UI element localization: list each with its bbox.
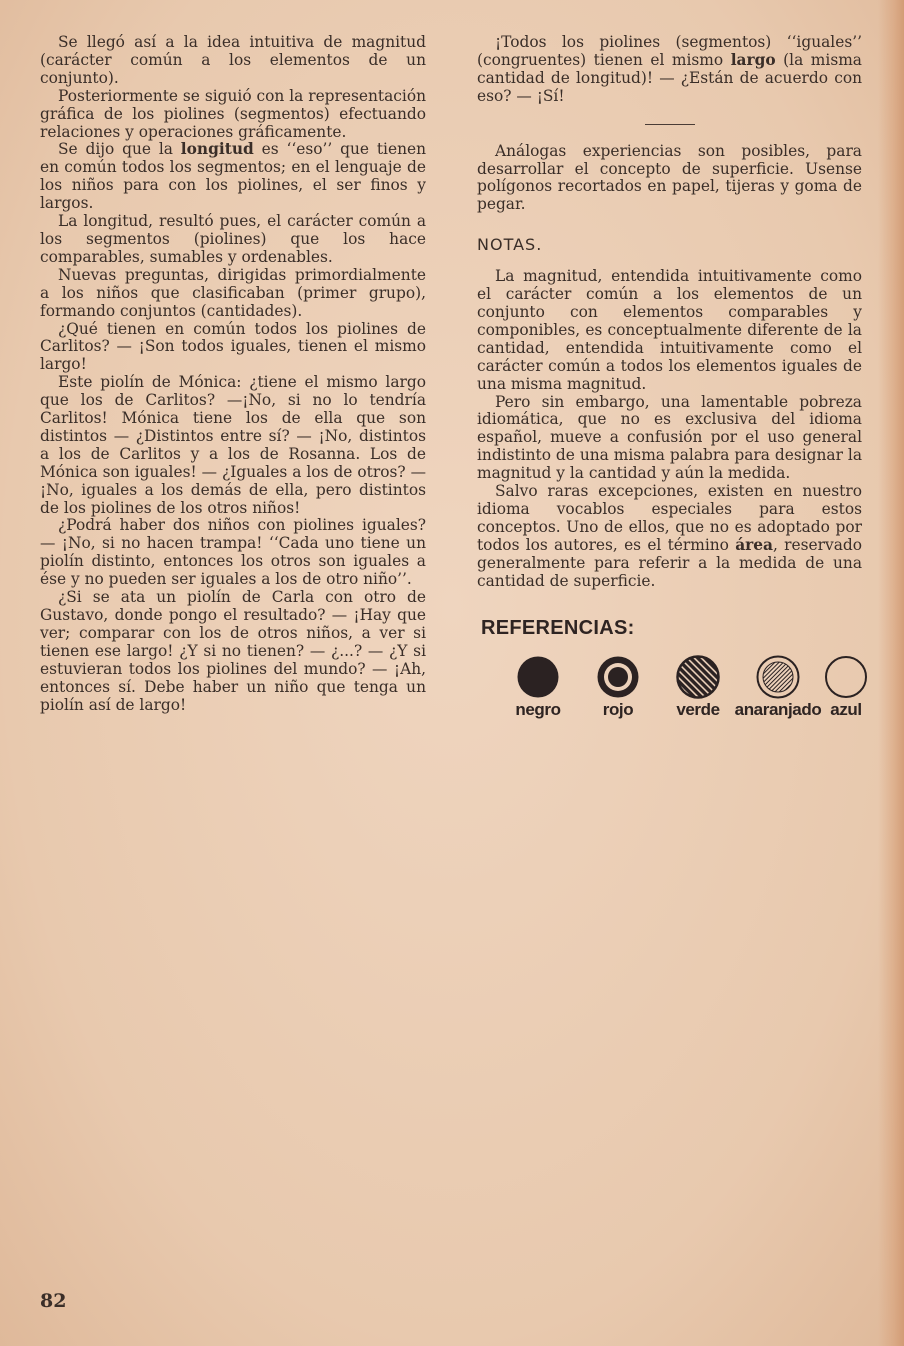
paragraph: ¿Podrá haber dos niños con piolines iguales? — ¡No, si no hacen trampa! ‘‘Cada uno tiene un piolín distinto, entonces los otros son iguales a ése y no pueden ser iguales a los de otro niño’’. — [40, 516, 426, 589]
paragraph: Este piolín de Mónica: ¿tiene el mismo largo que los de Carlitos? —¡No, si no lo tendría Carlitos! Mónica tiene los de ella que son distintos — ¿Distintos entre sí? — ¡No, distintos a los de Carlitos y a los de Rosanna. Los de Mónica son iguales! — ¿Iguales a los de otros? —¡No, iguales a los demás de ella, pero distintos de los piolines de los otros niños! — [40, 373, 426, 517]
paragraph: La magnitud, entendida intuitivamente como el carácter común a los elementos de un conjunto con elementos comparables y componibles, es conceptualmente diferente de la cantidad, entendida intuitivamente como el carácter común a todos los elementos iguales de una misma magnitud. — [477, 267, 862, 393]
swatch-label: azul — [830, 700, 862, 719]
left-column — [40, 34, 426, 714]
paragraph: ¿Qué tienen en común todos los piolines de Carlitos? — ¡Son todos iguales, tienen el mismo largo! — [40, 319, 426, 374]
color-swatches — [481, 655, 881, 735]
swatch-rojo — [573, 655, 663, 720]
outline-circle-icon — [824, 655, 868, 699]
ring-circle-icon — [596, 655, 640, 699]
swatch-label: rojo — [602, 700, 634, 719]
bold-term: longitud — [180, 140, 254, 159]
swatch-azul — [801, 655, 891, 720]
swatch-negro — [493, 655, 583, 720]
paragraph-intro: ¡Todos los piolines (segmentos) ‘‘iguales’’ (congruentes) tienen el mismo largo (la misma cantidad de longitud)! — ¿Están de acuerdo con eso? — ¡Sí! — [477, 33, 862, 105]
paragraph-area: Salvo raras excepciones, existen en nuestro idioma vocablos especiales para estos conceptos. Uno de ellos, que no es adoptado por todos los autores, es el término área, reservado generalmente para referir a la medida de una cantidad de superficie. — [477, 482, 862, 590]
paragraph-analogas: Análogas experiencias son posibles, para desarrollar el concepto de superficie. Usense polígonos recortados en papel, tijeras y goma de pegar. — [477, 141, 862, 214]
page-number: 82 — [40, 1290, 67, 1312]
paragraph: Posteriormente se siguió con la representación gráfica de los piolines (segmentos) efectuando relaciones y operaciones gráficamente. — [40, 86, 426, 141]
crosshatch-circle-icon — [756, 655, 800, 699]
references-legend — [481, 617, 881, 719]
hatched-circle-icon — [676, 655, 720, 699]
paragraph: Se llegó así a la idea intuitiva de magnitud (carácter común a los elementos de un conjunto). — [40, 33, 426, 87]
paragraph: La longitud, resultó pues, el carácter común a los segmentos (piolines) que los hace comparables, sumables y ordenables. — [40, 212, 426, 266]
bold-term: área — [735, 535, 774, 554]
notas-heading: NOTAS. — [477, 235, 543, 255]
solid-circle-icon — [516, 655, 560, 699]
paragraph-longitud: Se dijo que la longitud es ‘‘eso’’ que tienen en común todos los segmentos; en el lenguaje de los niños para con los piolines, el ser finos y largos. — [40, 140, 426, 213]
paragraph: Pero sin embargo, una lamentable pobreza idiomática, que no es exclusiva del idioma español, mueve a confusión por el uso general indistinto de una misma palabra para designar la magnitud y la cantidad y aún la medida. — [477, 392, 862, 483]
swatch-label: anaranjado — [734, 700, 822, 719]
paragraph: Nuevas preguntas, dirigidas primordialmente a los niños que clasificaban (primer grupo), formando conjuntos (cantidades). — [40, 265, 426, 320]
section-divider — [645, 124, 695, 125]
right-column — [477, 34, 862, 590]
bold-term: largo — [730, 50, 776, 69]
paragraph: ¿Si se ata un piolín de Carla con otro de Gustavo, donde pongo el resultado? — ¡Hay que ver; comparar con los de otros niños, a ver si tienen ese largo! ¿Y si no tienen? — ¿...? — ¿Y si estuvieran todos los piolines del mundo? — ¡Ah, entonces sí. Debe haber un niño que tenga un piolín así de largo! — [40, 588, 426, 714]
swatch-verde — [653, 655, 743, 720]
references-title: REFERENCIAS: — [481, 617, 635, 639]
swatch-label: negro — [515, 700, 561, 719]
swatch-label: verde — [676, 700, 720, 719]
